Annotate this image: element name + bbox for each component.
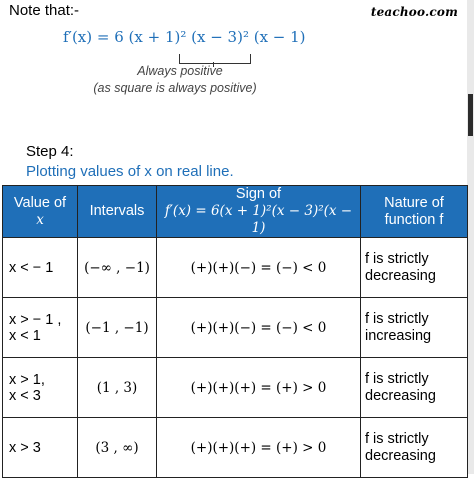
cell-interval: (−∞ , −1)	[78, 238, 157, 298]
header-sign	[157, 186, 361, 238]
header-sign-line2: f′(x) = 6(x + 1)²(x − 3)²(x − 1)	[164, 203, 353, 236]
cell-interval: (−1 , −1)	[78, 298, 157, 358]
header-value	[3, 186, 78, 238]
cell-value	[3, 298, 78, 358]
nature-line1: f is strictly	[365, 250, 429, 267]
value-line1: x > − 1 ,	[9, 311, 62, 328]
cell-interval: (1 , 3)	[78, 358, 157, 418]
cell-value	[3, 418, 78, 478]
nature-line2: decreasing	[365, 387, 436, 404]
table-row	[3, 298, 468, 358]
table-row	[3, 238, 468, 298]
scrollbar-thumb[interactable]	[468, 94, 473, 136]
value-line1: x > 3	[9, 439, 41, 456]
table-header-row	[3, 186, 468, 238]
derivative-equation: f′(x) = 6 (x + 1)² (x − 3)² (x − 1)	[63, 28, 306, 46]
cell-sign: (+)(+)(+) = (+) > 0	[157, 418, 361, 478]
cell-nature	[361, 418, 468, 478]
nature-line2: decreasing	[365, 447, 436, 464]
annotation-line-1: Always positive	[137, 64, 223, 78]
header-nature	[361, 186, 468, 238]
value-line2: x < 1	[9, 327, 41, 344]
nature-line1: f is strictly	[365, 370, 429, 387]
cell-interval: (3 , ∞)	[78, 418, 157, 478]
header-value-line2: x	[36, 211, 44, 228]
nature-line2: decreasing	[365, 267, 436, 284]
underbrace	[179, 54, 251, 64]
nature-line2: increasing	[365, 327, 432, 344]
cell-nature	[361, 298, 468, 358]
header-nature-line1: Nature of	[384, 194, 444, 211]
value-line1: x > 1,	[9, 371, 45, 388]
annotation-line-2: (as square is always positive)	[93, 81, 257, 95]
table-row	[3, 418, 468, 478]
value-line2: x < 3	[9, 387, 41, 404]
step-subtitle: Plotting values of x on real line.	[26, 163, 234, 180]
value-line1: x < − 1	[9, 259, 54, 276]
brand-logo: teachoo.com	[370, 5, 458, 19]
cell-value	[3, 358, 78, 418]
nature-line1: f is strictly	[365, 430, 429, 447]
cell-nature	[361, 358, 468, 418]
cell-sign: (+)(+)(−) = (−) < 0	[157, 238, 361, 298]
header-nature-line2: function f	[384, 211, 444, 228]
nature-line1: f is strictly	[365, 310, 429, 327]
cell-sign: (+)(+)(+) = (+) > 0	[157, 358, 361, 418]
cell-nature	[361, 238, 468, 298]
header-sign-line1: Sign of	[235, 186, 282, 202]
scrollbar-track[interactable]	[467, 0, 474, 474]
sign-table	[2, 185, 468, 478]
table-row	[3, 358, 468, 418]
cell-value	[3, 238, 78, 298]
cell-sign: (+)(+)(−) = (−) < 0	[157, 298, 361, 358]
header-value-line1: Value of	[13, 194, 67, 211]
header-intervals: Intervals	[78, 186, 157, 238]
step-title: Step 4:	[26, 143, 74, 160]
note-heading: Note that:-	[9, 2, 80, 19]
